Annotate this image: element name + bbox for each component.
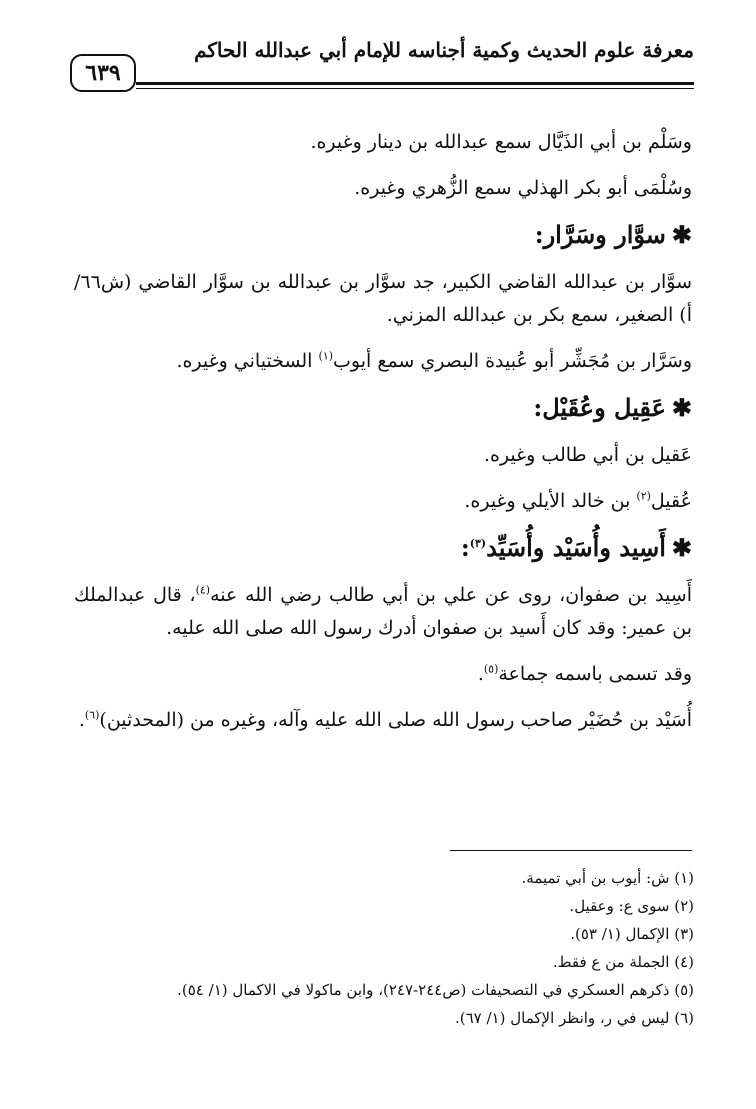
- section-heading-asid: ✱أَسِيد وأُسَيْد وأُسَيِّد$^{(٣)}$:: [460, 533, 692, 562]
- footnote-ref-6: (٦): [84, 708, 100, 722]
- section-heading-aqil: ✱عَقِيل وعُقَيْل:: [533, 393, 692, 422]
- footnote-ref-2: (٢): [636, 489, 651, 503]
- header-rule-thin: [136, 88, 694, 89]
- footnote-2: (٢) سوى ع: وعقيل.: [569, 897, 694, 915]
- entry-salm: وسَلْم بن أبي الذَيَّال سمع عبدالله بن دينار وغيره.: [310, 131, 692, 153]
- entry-sarrar: وسَرَّار بن مُجَشِّر أبو عُبيدة البصري سمع أيوب$^{(١)}$ السختياني وغيره.: [176, 349, 692, 372]
- footnote-6: (٦) ليس في ر، وانظر الإكمال (١/ ٦٧).: [454, 1009, 694, 1027]
- header-rule: [136, 82, 694, 85]
- footnote-ref-1: (١): [318, 349, 334, 363]
- entry-asid: أَسِيد بن صفوان، روى عن علي بن أبي طالب رضي الله عنه$^{(٤)}$، قال عبدالملك بن عمير: وقد كان أَسيد بن صفوان أدرك رسول الله صلى الله عليه.: [74, 583, 692, 639]
- section-heading-sawwar: ✱سوَّار وسَرَّار:: [534, 220, 692, 249]
- page-number: ٦٣٩: [70, 54, 136, 92]
- footnote-ref-4: (٤): [195, 583, 211, 597]
- footnote-separator: [450, 850, 692, 851]
- running-title: معرفة علوم الحديث وكمية أجناسه للإمام أبي عبدالله الحاكم: [194, 38, 694, 62]
- entry-usayd: أُسَيْد بن حُضَيْر صاحب رسول الله صلى الله عليه وآله، وغيره من (المحدثين)$^{(٦)}$.: [78, 708, 692, 731]
- asterisk-icon: ✱: [671, 220, 692, 249]
- footnote-ref-5: (٥): [483, 662, 499, 676]
- footnote-ref-3: (٣): [469, 537, 487, 550]
- footnote-3: (٣) الإكمال (١/ ٥٣).: [570, 925, 694, 943]
- footnote-4: (٤) الجملة من ع فقط.: [552, 953, 694, 971]
- asterisk-icon: ✱: [671, 393, 692, 422]
- footnotes: [74, 864, 694, 1032]
- footnote-5: (٥) ذكرهم العسكري في التصحيفات (ص٢٤٤-٢٤٧)، وابن ماكولا في الاكمال (١/ ٥٤).: [177, 981, 694, 999]
- entry-aqil: عَقيل بن أبي طالب وغيره.: [483, 444, 692, 466]
- entry-sulma: وسُلْمَى أبو بكر الهذلي سمع الزُّهري وغيره.: [354, 177, 692, 199]
- entry-sawwar: سوَّار بن عبدالله القاضي الكبير، جد سوَّار بن عبدالله بن سوَّار القاضي (ش٦٦/ أ) الصغير، سمع بكر بن عبدالله المزني.: [74, 271, 692, 326]
- page-header: [70, 36, 694, 106]
- entry-uqayl: عُقيل$^{(٢)}$ بن خالد الأيلي وغيره.: [464, 489, 692, 512]
- footnote-1: (١) ش: أيوب بن أبي تميمة.: [521, 869, 694, 887]
- entry-jamaa: وقد تسمى باسمه جماعة$^{(٥)}$.: [477, 662, 692, 685]
- asterisk-icon: ✱: [671, 533, 692, 562]
- main-text: [74, 126, 692, 750]
